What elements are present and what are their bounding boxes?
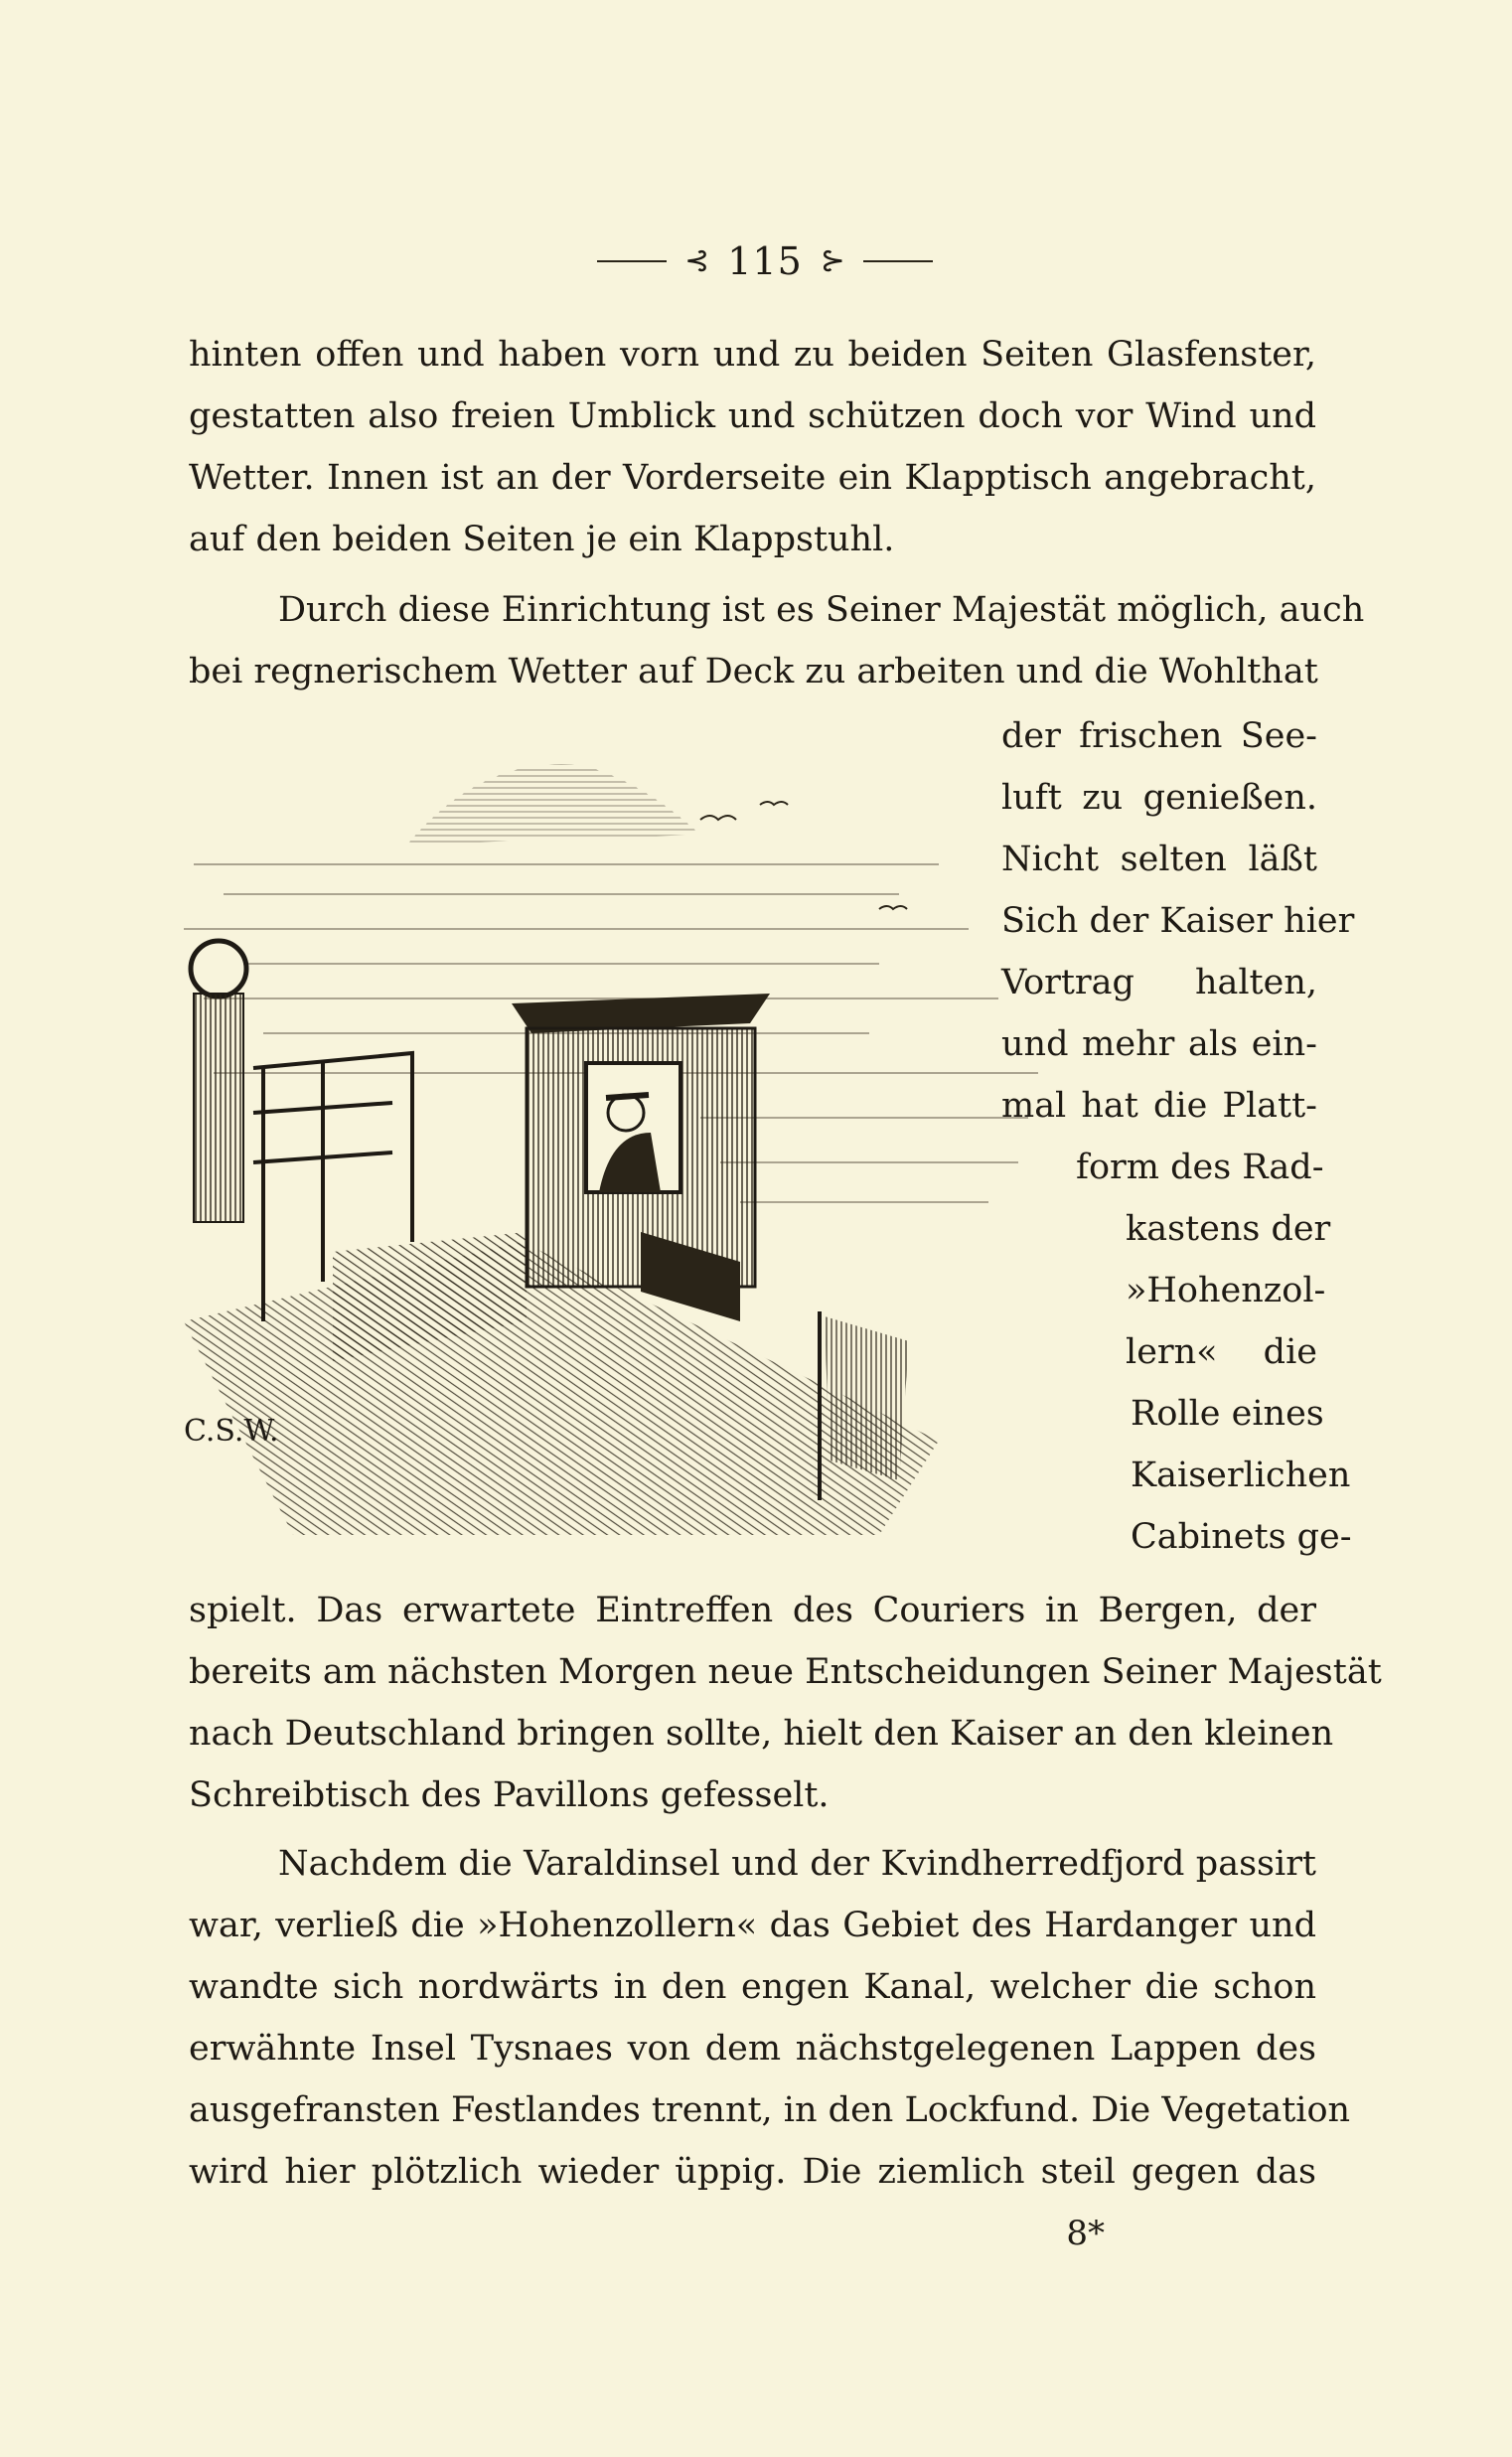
text-line: Nachdem die Varaldinsel und der Kvindherredfjord passirt bbox=[278, 1844, 1316, 1884]
seagulls bbox=[700, 802, 907, 909]
text-line: nach Deutschland bringen sollte, hielt den Kaiser an den kleinen bbox=[189, 1714, 1334, 1754]
text-line: Kaiserlichen bbox=[1131, 1456, 1351, 1495]
text-line: hinten offen und haben vorn und zu beiden Seiten Glasfenster, bbox=[189, 335, 1316, 375]
text-line: mal hat die Platt- bbox=[1001, 1086, 1317, 1126]
header-ornament-left: ⊰ bbox=[684, 243, 710, 278]
header-rule-left bbox=[597, 260, 667, 262]
island-silhouette bbox=[407, 764, 700, 845]
text-line: wandte sich nordwärts in den engen Kanal, welcher die schon bbox=[189, 1967, 1316, 2007]
text-line: Schreibtisch des Pavillons gefesselt. bbox=[189, 1775, 830, 1815]
text-line: Sich der Kaiser hier bbox=[1001, 901, 1355, 941]
signature-mark: 8* bbox=[1066, 2214, 1105, 2253]
text-line: Rolle eines bbox=[1131, 1394, 1324, 1434]
text-line: Vortrag halten, bbox=[1001, 963, 1317, 1002]
paragraph-second-full bbox=[189, 579, 1365, 702]
engraving-illustration bbox=[184, 725, 1088, 1535]
text-line: lern« die bbox=[1126, 1332, 1317, 1372]
text-line: bereits am nächsten Morgen neue Entscheidungen Seiner Majestät bbox=[189, 1652, 1382, 1692]
ship-deck-engraving bbox=[184, 725, 1088, 1535]
page-header bbox=[556, 236, 974, 286]
text-line: luft zu genießen. bbox=[1001, 778, 1317, 818]
text-line: form des Rad- bbox=[1076, 1148, 1324, 1187]
text-line: Nicht selten läßt bbox=[1001, 840, 1317, 879]
text-line: erwähnte Insel Tysnaes von dem nächstgelegenen Lappen des bbox=[189, 2029, 1316, 2069]
text-line: Cabinets ge- bbox=[1131, 1517, 1352, 1557]
text-line: spielt. Das erwartete Eintreffen des Couriers in Bergen, der bbox=[189, 1591, 1316, 1630]
text-line: auf den beiden Seiten je ein Klappstuhl. bbox=[189, 520, 895, 559]
paragraph-third bbox=[189, 1833, 1351, 2203]
page-number: 115 bbox=[727, 239, 803, 283]
text-line: Durch diese Einrichtung ist es Seiner Majestät möglich, auch bbox=[278, 590, 1365, 630]
binnacle bbox=[191, 941, 246, 1222]
text-line: wird hier plötzlich wieder üppig. Die ziemlich steil gegen das bbox=[189, 2152, 1316, 2192]
text-line: und mehr als ein- bbox=[1001, 1024, 1317, 1064]
text-line: »Hohenzol- bbox=[1126, 1271, 1326, 1310]
text-line: war, verließ die »Hohenzollern« das Gebiet des Hardanger und bbox=[189, 1906, 1316, 1945]
header-rule-right bbox=[863, 260, 933, 262]
text-line: der frischen See- bbox=[1001, 716, 1317, 756]
text-line: bei regnerischem Wetter auf Deck zu arbeiten und die Wohlthat bbox=[189, 652, 1318, 691]
text-line: gestatten also freien Umblick und schützen doch vor Wind und bbox=[189, 396, 1316, 436]
text-line: ausgefransten Festlandes trennt, in den Lockfund. Die Vegetation bbox=[189, 2090, 1351, 2130]
artist-monogram: C.S.W. bbox=[184, 1414, 279, 1449]
paragraph-top bbox=[189, 324, 1316, 570]
paragraph-after-image bbox=[189, 1580, 1382, 1826]
header-ornament-right: ⊱ bbox=[820, 243, 845, 278]
text-line: Wetter. Innen ist an der Vorderseite ein Klapptisch angebracht, bbox=[189, 458, 1316, 498]
text-line: kastens der bbox=[1126, 1209, 1331, 1249]
